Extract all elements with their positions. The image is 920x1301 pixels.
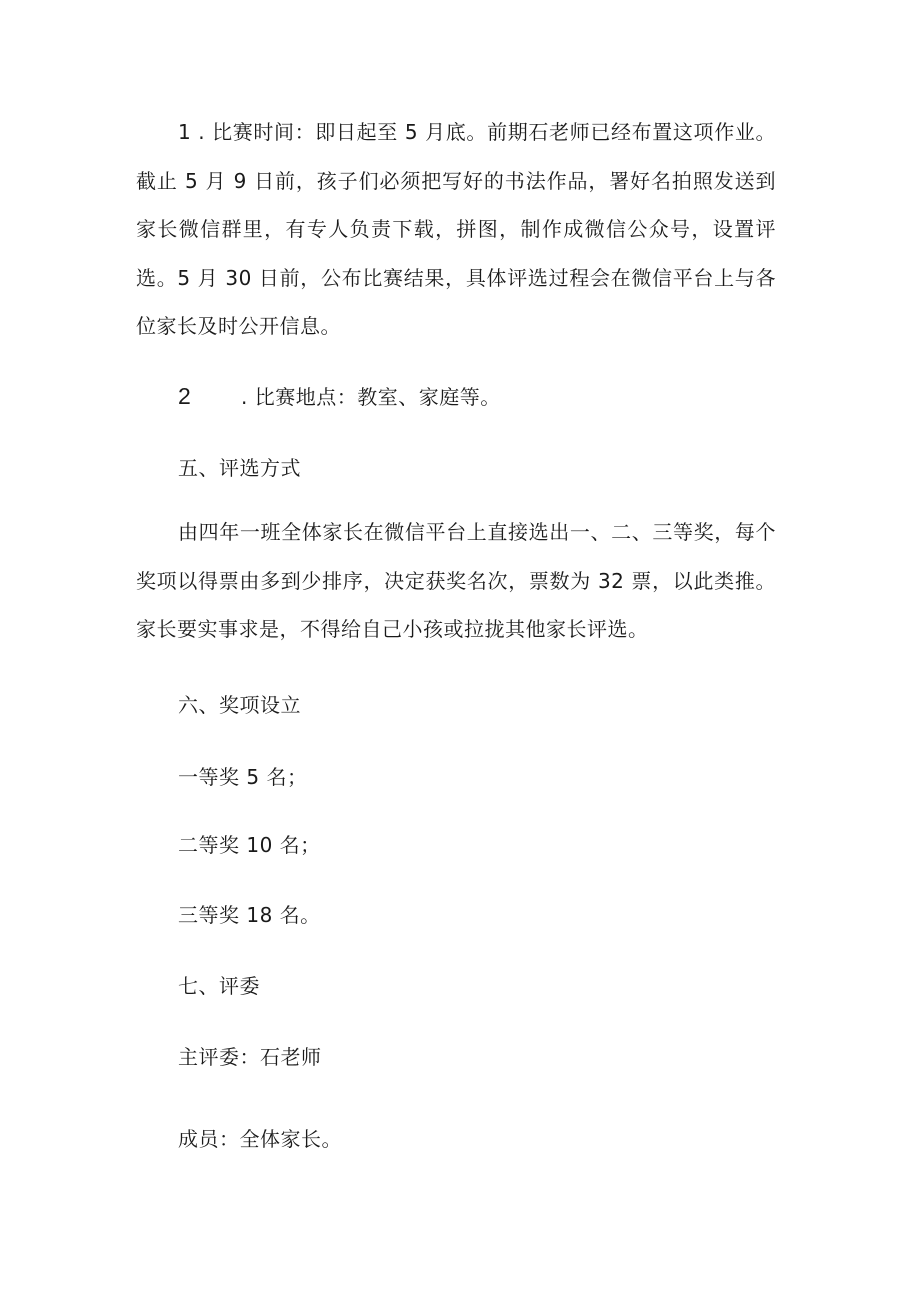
item-number: 2	[178, 383, 192, 409]
heading-selection-method: 五、评选方式	[178, 456, 301, 480]
award-second: 二等奖 10 名；	[178, 833, 321, 857]
judge-members: 成员：全体家长。	[178, 1127, 342, 1151]
paragraph-competition-time: 1 . 比赛时间：即日起至 5 月底。前期石老师已经布置这项作业。截止 5 月 9 日前，孩子们必须把写好的书法作品，署好名拍照发送到家长微信群里，有专人负责下载，拼图，制作成微信公众号，设置评选。5 月 30 日前，公布比赛结果，具体评选过程会在微信平台上与各位家长及时公开信息。	[136, 120, 776, 338]
heading-awards: 六、奖项设立	[178, 693, 301, 717]
award-first: 一等奖 5 名；	[178, 765, 308, 789]
heading-judges: 七、评委	[178, 974, 260, 998]
location-text: . 比赛地点：教室、家庭等。	[241, 385, 501, 409]
paragraph-selection-method: 由四年一班全体家长在微信平台上直接选出一、二、三等奖，每个奖项以得票由多到少排序，决定获奖名次，票数为 32 票，以此类推。家长要实事求是，不得给自己小孩或拉拢其他家长评选。	[136, 520, 776, 641]
judge-main: 主评委：石老师	[178, 1045, 322, 1069]
award-third: 三等奖 18 名。	[178, 903, 321, 927]
paragraph-competition-location	[178, 381, 818, 412]
